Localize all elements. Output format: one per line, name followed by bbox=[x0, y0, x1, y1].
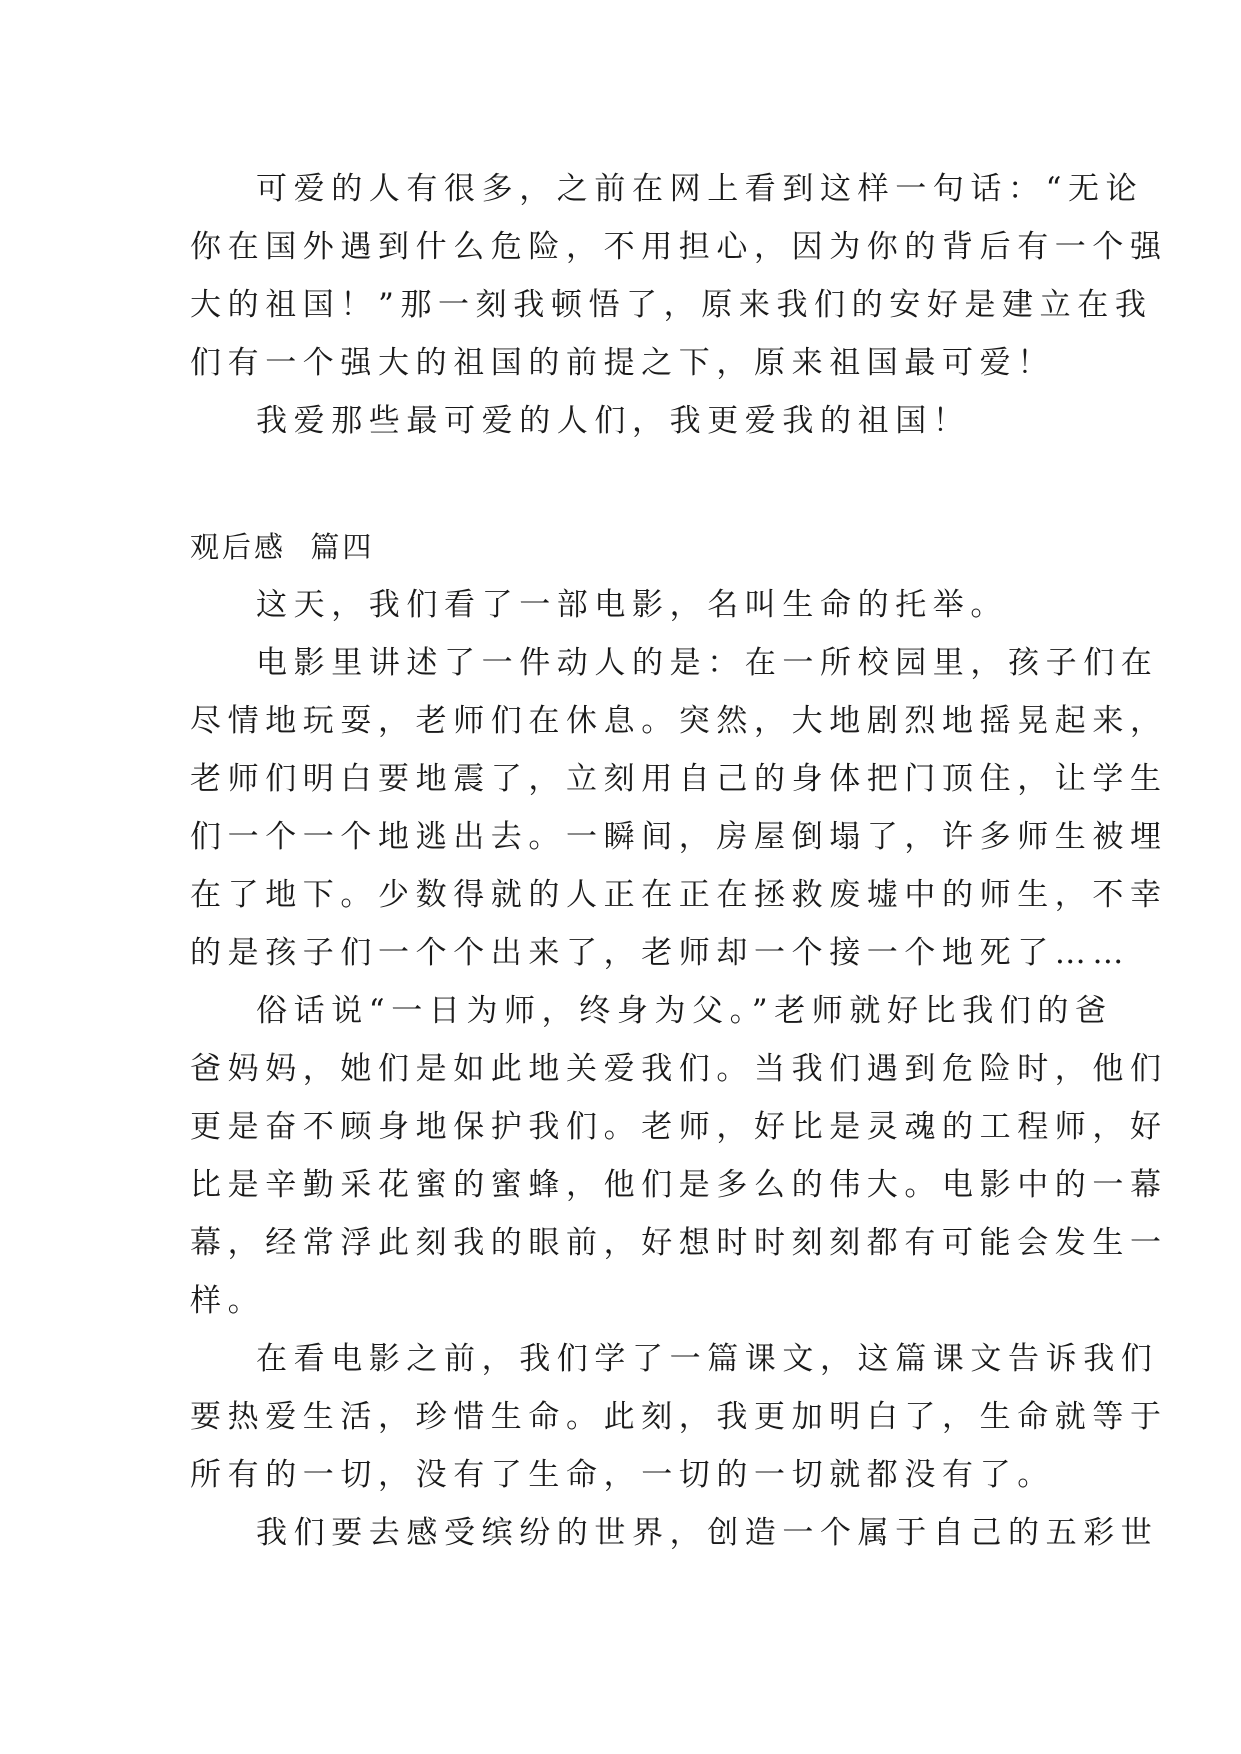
text-line: 你在国外遇到什么危险，不用担心，因为你的背后有一个强 bbox=[190, 229, 1168, 265]
text-line: 可爱的人有很多，之前在网上看到这样一句话：“无论 bbox=[256, 171, 1144, 207]
text-line: 在了地下。少数得就的人正在正在拯救废墟中的师生，不幸 bbox=[190, 877, 1168, 913]
text-line: 电影里讲述了一件动人的是：在一所校园里，孩子们在 bbox=[256, 645, 1159, 681]
section-heading: 观后感 篇四 bbox=[190, 530, 375, 564]
paragraph bbox=[190, 576, 1050, 634]
text-line: 俗话说“一日为师，终身为父。”老师就好比我们的爸 bbox=[256, 993, 1113, 1029]
text-line: 更是奋不顾身地保护我们。老师，好比是灵魂的工程师，好 bbox=[190, 1109, 1168, 1145]
text-line: 我爱那些最可爱的人们，我更爱我的祖国！ bbox=[256, 403, 971, 439]
text-line: 要热爱生活，珍惜生命。此刻，我更加明白了，生命就等于 bbox=[190, 1399, 1168, 1435]
paragraph bbox=[190, 1330, 1168, 1504]
text-line: 大的祖国！”那一刻我顿悟了，原来我们的安好是建立在我 bbox=[190, 287, 1153, 323]
text-line: 比是辛勤采花蜜的蜜蜂，他们是多么的伟大。电影中的一幕 bbox=[190, 1167, 1168, 1203]
text-line: 们一个一个地逃出去。一瞬间，房屋倒塌了，许多师生被埋 bbox=[190, 819, 1168, 855]
text-line: 样。 bbox=[190, 1283, 266, 1319]
text-line: 爸妈妈，她们是如此地关爱我们。当我们遇到危险时，他们 bbox=[190, 1051, 1168, 1087]
document-page bbox=[190, 160, 1168, 1562]
section-gap bbox=[190, 450, 1050, 518]
text-line: 幕，经常浮此刻我的眼前，好想时时刻刻都有可能会发生一 bbox=[190, 1225, 1168, 1261]
text-line: 在看电影之前，我们学了一篇课文，这篇课文告诉我们 bbox=[256, 1341, 1159, 1377]
paragraph bbox=[190, 634, 1168, 982]
text-line: 所有的一切，没有了生命，一切的一切就都没有了。 bbox=[190, 1457, 1055, 1493]
paragraph bbox=[190, 982, 1168, 1330]
paragraph bbox=[190, 392, 1050, 450]
text-line: 这天，我们看了一部电影，名叫生命的托举。 bbox=[256, 587, 1008, 623]
text-line: 尽情地玩耍，老师们在休息。突然，大地剧烈地摇晃起来， bbox=[190, 703, 1168, 739]
paragraph bbox=[190, 1504, 1159, 1562]
text-line: 我们要去感受缤纷的世界，创造一个属于自己的五彩世 bbox=[256, 1515, 1159, 1551]
text-line: 老师们明白要地震了，立刻用自己的身体把门顶住，让学生 bbox=[190, 761, 1168, 797]
text-line: 的是孩子们一个个出来了，老师却一个接一个地死了…… bbox=[190, 935, 1130, 971]
text-line: 们有一个强大的祖国的前提之下，原来祖国最可爱！ bbox=[190, 345, 1055, 381]
paragraph bbox=[190, 160, 1168, 392]
